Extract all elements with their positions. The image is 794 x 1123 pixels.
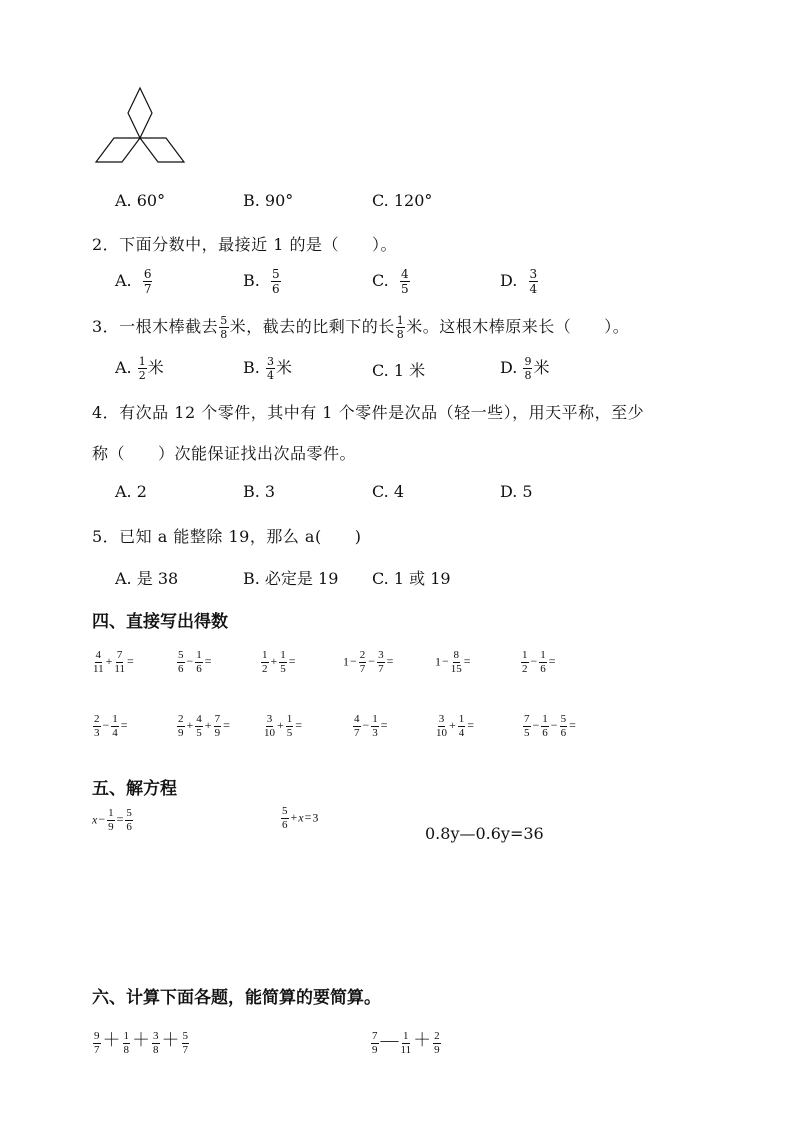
q2-option-b: B. $\frac{5}{6}$ (243, 267, 280, 296)
q2-option-c: C. $\frac{4}{5}$ (372, 267, 409, 296)
q1-option-c: C. 120° (372, 191, 433, 210)
section4-title: 四、直接写出得数 (92, 612, 228, 632)
expr-r2-2: $\frac{2}{9}$ + $\frac{4}{5}$ + $\frac{7}{9}$ = (178, 713, 230, 739)
q4-line1: 4．有次品 12 个零件，其中有 1 个零件是次品（轻一些），用天平称，至少 (92, 403, 645, 422)
q1-option-b: B. 90° (243, 191, 294, 210)
q5-option-a: A. 是 38 (115, 569, 179, 588)
q3-option-d: D. $\frac{9}{8}$ 米 (500, 355, 550, 382)
expr-r1-2: $\frac{5}{6}$ − $\frac{1}{6}$ = (178, 649, 212, 675)
expr-r2-4: $\frac{4}{7}$ − $\frac{1}{3}$ = (354, 713, 388, 739)
expr-r1-3: $\frac{1}{2}$ + $\frac{1}{5}$ = (262, 649, 296, 675)
expr-r1-5: 1− $\frac{8}{15}$ = (435, 649, 471, 675)
q3-option-c: C. 1 米 (372, 361, 426, 380)
q4-option-b: B. 3 (243, 482, 276, 501)
calc-1: $\frac{9}{7}$ ＋ $\frac{1}{8}$ ＋ $\frac{3}{8}$ ＋ $\frac{5}{7}$ (94, 1029, 188, 1056)
section6-title: 六、计算下面各题，能简算的要简算。 (92, 988, 381, 1008)
equation-2: $\frac{5}{6}$ +x=3 (282, 805, 319, 831)
q3-option-a: A. $\frac{1}{2}$ 米 (115, 355, 164, 382)
q4-option-a: A. 2 (115, 482, 147, 501)
equation-3: 0.8y—0.6y=36 (425, 824, 544, 843)
q1-option-a: A. 60° (115, 191, 166, 210)
q2-text: 2．下面分数中，最接近 1 的是（ ）。 (92, 235, 398, 254)
q5-option-b: B. 必定是 19 (243, 569, 339, 588)
equation-1: x− $\frac{1}{9}$ = $\frac{5}{6}$ (92, 807, 132, 833)
expr-r2-5: $\frac{3}{10}$ + $\frac{1}{4}$ = (436, 713, 475, 739)
q4-option-d: D. 5 (500, 482, 533, 501)
expr-r2-6: $\frac{7}{5}$ − $\frac{1}{6}$ − $\frac{5}{6}$ = (524, 713, 576, 739)
q5-text: 5．已知 a 能整除 19，那么 a( ) (92, 527, 362, 546)
expr-r2-1: $\frac{2}{3}$ − $\frac{1}{4}$ = (94, 713, 128, 739)
q2-option-a: A. $\frac{6}{7}$ (115, 267, 152, 296)
expr-r1-1: $\frac{4}{11}$ + $\frac{7}{11}$ = (93, 649, 134, 675)
calc-2: $\frac{7}{9}$ — $\frac{1}{11}$ ＋ $\frac{2}{9}$ (372, 1029, 440, 1056)
rhombus-figure (92, 86, 188, 166)
expr-r2-3: $\frac{3}{10}$ + $\frac{1}{5}$ = (264, 713, 303, 739)
expr-r1-6: $\frac{1}{2}$ − $\frac{1}{6}$ = (522, 649, 556, 675)
q4-option-c: C. 4 (372, 482, 405, 501)
q3-text: 3．一根木棒截去 $\frac{5}{8}$ 米，截去的比剩下的长 $\frac{1}{8}$ 米。这根木棒原来长（ ）。 (92, 314, 630, 341)
q2-option-d: D. $\frac{3}{4}$ (500, 267, 538, 296)
section5-title: 五、解方程 (92, 779, 177, 799)
expr-r1-4: 1− $\frac{2}{7}$ − $\frac{3}{7}$ = (343, 649, 394, 675)
q3-option-b: B. $\frac{3}{4}$ 米 (243, 355, 292, 382)
q4-line2: 称（ ）次能保证找出次品零件。 (92, 444, 357, 463)
q5-option-c: C. 1 或 19 (372, 569, 451, 588)
